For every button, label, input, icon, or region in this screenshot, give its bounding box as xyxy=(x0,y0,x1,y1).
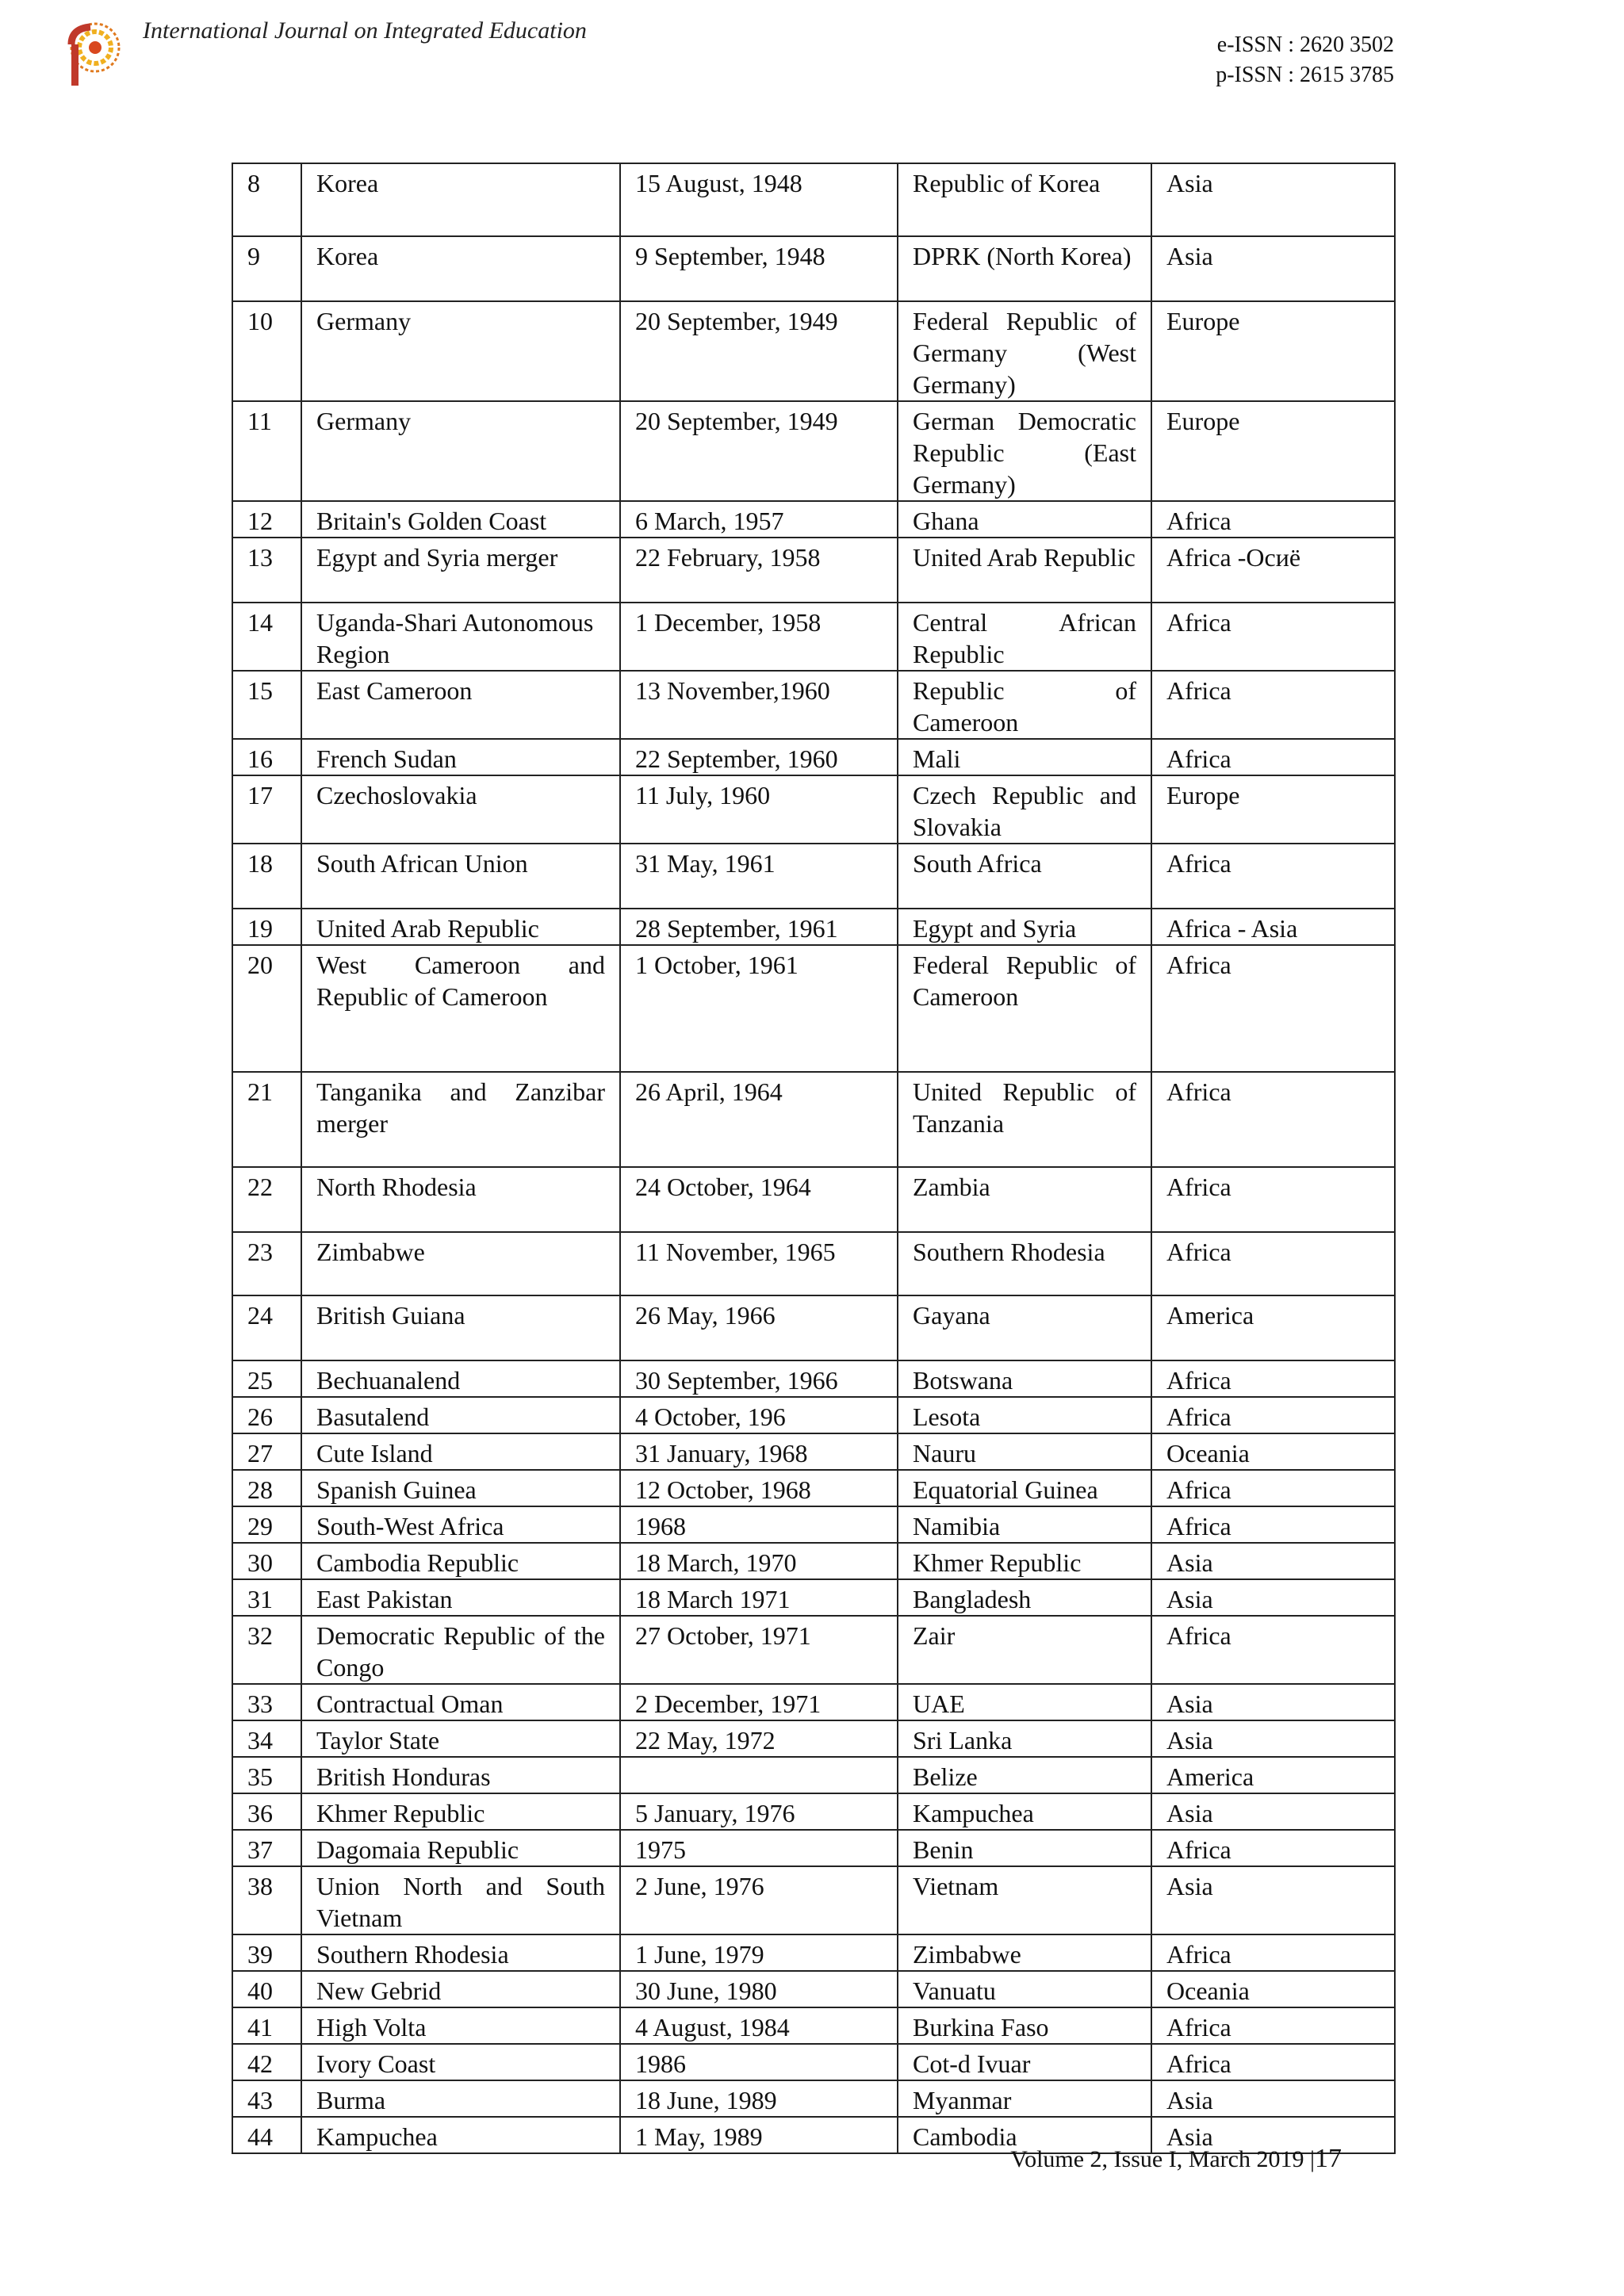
table-row xyxy=(232,1579,1395,1616)
row-number-cell: 34 xyxy=(232,1720,301,1757)
region-cell: Asia xyxy=(1151,2080,1395,2117)
row-number-cell: 15 xyxy=(232,671,301,739)
new-name-cell: South Africa xyxy=(898,844,1151,909)
new-name-cell: Vanuatu xyxy=(898,1971,1151,2007)
issn-block xyxy=(1216,30,1394,90)
row-number-cell: 19 xyxy=(232,909,301,945)
new-name-cell: Southern Rhodesia xyxy=(898,1232,1151,1295)
table-row xyxy=(232,1433,1395,1470)
former-name-cell: Basutalend xyxy=(301,1397,620,1433)
journal-logo xyxy=(67,21,122,87)
former-name-cell: Germany xyxy=(301,401,620,501)
date-cell: 1968 xyxy=(620,1506,898,1543)
row-number-cell: 26 xyxy=(232,1397,301,1433)
region-cell: Africa xyxy=(1151,501,1395,538)
new-name-cell: Central African Republic xyxy=(898,603,1151,671)
row-number-cell: 27 xyxy=(232,1433,301,1470)
region-cell: Asia xyxy=(1151,1866,1395,1934)
region-cell: Africa xyxy=(1151,1232,1395,1295)
row-number-cell: 13 xyxy=(232,538,301,603)
date-cell: 22 February, 1958 xyxy=(620,538,898,603)
row-number-cell: 21 xyxy=(232,1072,301,1167)
date-cell: 27 October, 1971 xyxy=(620,1616,898,1684)
table-row xyxy=(232,1295,1395,1360)
table-row xyxy=(232,1830,1395,1866)
new-name-cell: Bangladesh xyxy=(898,1579,1151,1616)
former-name-cell: British Honduras xyxy=(301,1757,620,1793)
date-cell: 30 September, 1966 xyxy=(620,1360,898,1397)
table-row xyxy=(232,1360,1395,1397)
row-number-cell: 32 xyxy=(232,1616,301,1684)
row-number-cell: 33 xyxy=(232,1684,301,1720)
new-name-cell: Zair xyxy=(898,1616,1151,1684)
region-cell: America xyxy=(1151,1295,1395,1360)
region-cell: Asia xyxy=(1151,163,1395,236)
date-cell: 2 December, 1971 xyxy=(620,1684,898,1720)
former-name-cell: Germany xyxy=(301,301,620,401)
row-number-cell: 12 xyxy=(232,501,301,538)
date-cell: 31 January, 1968 xyxy=(620,1433,898,1470)
new-name-cell: Botswana xyxy=(898,1360,1151,1397)
region-cell: Africa xyxy=(1151,945,1395,1072)
former-name-cell: French Sudan xyxy=(301,739,620,775)
table-row xyxy=(232,1934,1395,1971)
region-cell: Africa -Осиё xyxy=(1151,538,1395,603)
former-name-cell: Tanganika and Zanzibar merger xyxy=(301,1072,620,1167)
row-number-cell: 9 xyxy=(232,236,301,301)
page-footer xyxy=(1010,2144,1342,2174)
former-name-cell: Union North and South Vietnam xyxy=(301,1866,620,1934)
new-name-cell: Ghana xyxy=(898,501,1151,538)
region-cell: Asia xyxy=(1151,1543,1395,1579)
date-cell: 4 October, 196 xyxy=(620,1397,898,1433)
date-cell: 1 December, 1958 xyxy=(620,603,898,671)
former-name-cell: West Cameroon and Republic of Cameroon xyxy=(301,945,620,1072)
region-cell: Africa xyxy=(1151,1616,1395,1684)
table-row xyxy=(232,2007,1395,2044)
former-name-cell: Czechoslovakia xyxy=(301,775,620,844)
new-name-cell: Republic of Cameroon xyxy=(898,671,1151,739)
row-number-cell: 31 xyxy=(232,1579,301,1616)
date-cell: 6 March, 1957 xyxy=(620,501,898,538)
region-cell: Europe xyxy=(1151,775,1395,844)
new-name-cell: Namibia xyxy=(898,1506,1151,1543)
new-name-cell: DPRK (North Korea) xyxy=(898,236,1151,301)
new-name-cell: Equatorial Guinea xyxy=(898,1470,1151,1506)
page-number: 17 xyxy=(1315,2144,1342,2173)
table-row xyxy=(232,739,1395,775)
date-cell: 22 May, 1972 xyxy=(620,1720,898,1757)
row-number-cell: 28 xyxy=(232,1470,301,1506)
new-name-cell: Kampuchea xyxy=(898,1793,1151,1830)
former-name-cell: Cambodia Republic xyxy=(301,1543,620,1579)
date-cell: 1986 xyxy=(620,2044,898,2080)
new-name-cell: Cambodia xyxy=(898,2117,1151,2153)
row-number-cell: 24 xyxy=(232,1295,301,1360)
date-cell: 13 November,1960 xyxy=(620,671,898,739)
date-cell: 9 September, 1948 xyxy=(620,236,898,301)
new-name-cell: Myanmar xyxy=(898,2080,1151,2117)
date-cell: 1 October, 1961 xyxy=(620,945,898,1072)
table-row xyxy=(232,1506,1395,1543)
date-cell: 2 June, 1976 xyxy=(620,1866,898,1934)
date-cell: 15 August, 1948 xyxy=(620,163,898,236)
table-row xyxy=(232,1757,1395,1793)
region-cell: Africa xyxy=(1151,1072,1395,1167)
former-name-cell: East Pakistan xyxy=(301,1579,620,1616)
region-cell: Oceania xyxy=(1151,1433,1395,1470)
former-name-cell: Dagomaia Republic xyxy=(301,1830,620,1866)
table-row xyxy=(232,501,1395,538)
region-cell: Asia xyxy=(1151,1684,1395,1720)
row-number-cell: 42 xyxy=(232,2044,301,2080)
eissn: e-ISSN : 2620 3502 xyxy=(1216,33,1394,57)
table-row xyxy=(232,1971,1395,2007)
new-name-cell: Zimbabwe xyxy=(898,1934,1151,1971)
new-name-cell: UAE xyxy=(898,1684,1151,1720)
table-row xyxy=(232,775,1395,844)
former-name-cell: Bechuanalend xyxy=(301,1360,620,1397)
row-number-cell: 8 xyxy=(232,163,301,236)
date-cell: 26 April, 1964 xyxy=(620,1072,898,1167)
former-name-cell: Britain's Golden Coast xyxy=(301,501,620,538)
row-number-cell: 41 xyxy=(232,2007,301,2044)
date-cell: 18 March, 1970 xyxy=(620,1543,898,1579)
region-cell: America xyxy=(1151,1757,1395,1793)
region-cell: Asia xyxy=(1151,1579,1395,1616)
table-row xyxy=(232,1720,1395,1757)
region-cell: Africa xyxy=(1151,2044,1395,2080)
new-name-cell: Republic of Korea xyxy=(898,163,1151,236)
table-row xyxy=(232,1543,1395,1579)
new-name-cell: Czech Republic and Slovakia xyxy=(898,775,1151,844)
region-cell: Europe xyxy=(1151,301,1395,401)
date-cell: 1 May, 1989 xyxy=(620,2117,898,2153)
pissn: p-ISSN : 2615 3785 xyxy=(1216,63,1394,87)
former-name-cell: High Volta xyxy=(301,2007,620,2044)
row-number-cell: 37 xyxy=(232,1830,301,1866)
former-name-cell: Kampuchea xyxy=(301,2117,620,2153)
table-row xyxy=(232,2080,1395,2117)
row-number-cell: 23 xyxy=(232,1232,301,1295)
region-cell: Asia xyxy=(1151,1793,1395,1830)
new-name-cell: Sri Lanka xyxy=(898,1720,1151,1757)
region-cell: Africa xyxy=(1151,1506,1395,1543)
region-cell: Asia xyxy=(1151,236,1395,301)
new-name-cell: Nauru xyxy=(898,1433,1151,1470)
new-name-cell: Federal Republic of Cameroon xyxy=(898,945,1151,1072)
former-name-cell: Southern Rhodesia xyxy=(301,1934,620,1971)
table-row xyxy=(232,945,1395,1072)
region-cell: Oceania xyxy=(1151,1971,1395,2007)
former-name-cell: South African Union xyxy=(301,844,620,909)
new-name-cell: Mali xyxy=(898,739,1151,775)
journal-title: International Journal on Integrated Education xyxy=(143,17,587,44)
region-cell: Africa xyxy=(1151,2007,1395,2044)
new-name-cell: Vietnam xyxy=(898,1866,1151,1934)
date-cell xyxy=(620,1757,898,1793)
former-name-cell: New Gebrid xyxy=(301,1971,620,2007)
table-row xyxy=(232,538,1395,603)
region-cell: Africa xyxy=(1151,844,1395,909)
new-name-cell: Egypt and Syria xyxy=(898,909,1151,945)
table-row xyxy=(232,1793,1395,1830)
date-cell: 5 January, 1976 xyxy=(620,1793,898,1830)
row-number-cell: 25 xyxy=(232,1360,301,1397)
region-cell: Africa xyxy=(1151,1360,1395,1397)
former-name-cell: Egypt and Syria merger xyxy=(301,538,620,603)
table-row xyxy=(232,1684,1395,1720)
table-row xyxy=(232,1470,1395,1506)
date-cell: 11 November, 1965 xyxy=(620,1232,898,1295)
date-cell: 20 September, 1949 xyxy=(620,401,898,501)
row-number-cell: 39 xyxy=(232,1934,301,1971)
former-name-cell: North Rhodesia xyxy=(301,1167,620,1232)
row-number-cell: 29 xyxy=(232,1506,301,1543)
date-cell: 26 May, 1966 xyxy=(620,1295,898,1360)
new-name-cell: United Arab Republic xyxy=(898,538,1151,603)
region-cell: Asia xyxy=(1151,2117,1395,2153)
region-cell: Africa xyxy=(1151,671,1395,739)
new-name-cell: Cot-d Ivuar xyxy=(898,2044,1151,2080)
date-cell: 11 July, 1960 xyxy=(620,775,898,844)
table-row xyxy=(232,1866,1395,1934)
former-name-cell: Democratic Republic of the Congo xyxy=(301,1616,620,1684)
table-row xyxy=(232,301,1395,401)
former-name-cell: Cute Island xyxy=(301,1433,620,1470)
new-name-cell: Belize xyxy=(898,1757,1151,1793)
row-number-cell: 10 xyxy=(232,301,301,401)
date-cell: 20 September, 1949 xyxy=(620,301,898,401)
table-row xyxy=(232,844,1395,909)
date-cell: 31 May, 1961 xyxy=(620,844,898,909)
table-row xyxy=(232,1072,1395,1167)
region-cell: Africa xyxy=(1151,1934,1395,1971)
former-name-cell: Spanish Guinea xyxy=(301,1470,620,1506)
row-number-cell: 11 xyxy=(232,401,301,501)
row-number-cell: 40 xyxy=(232,1971,301,2007)
region-cell: Africa xyxy=(1151,603,1395,671)
region-cell: Europe xyxy=(1151,401,1395,501)
former-name-cell: Korea xyxy=(301,236,620,301)
new-name-cell: German Democratic Republic (East Germany) xyxy=(898,401,1151,501)
table-row xyxy=(232,401,1395,501)
former-name-cell: British Guiana xyxy=(301,1295,620,1360)
row-number-cell: 38 xyxy=(232,1866,301,1934)
former-name-cell: Korea xyxy=(301,163,620,236)
row-number-cell: 36 xyxy=(232,1793,301,1830)
row-number-cell: 17 xyxy=(232,775,301,844)
region-cell: Africa xyxy=(1151,1830,1395,1866)
new-name-cell: Lesota xyxy=(898,1397,1151,1433)
table-row xyxy=(232,236,1395,301)
row-number-cell: 30 xyxy=(232,1543,301,1579)
table-row xyxy=(232,603,1395,671)
new-name-cell: Zambia xyxy=(898,1167,1151,1232)
former-name-cell: Ivory Coast xyxy=(301,2044,620,2080)
date-cell: 24 October, 1964 xyxy=(620,1167,898,1232)
table-row xyxy=(232,163,1395,236)
region-cell: Asia xyxy=(1151,1720,1395,1757)
country-name-changes-table-wrapper xyxy=(232,163,1394,2154)
former-name-cell: United Arab Republic xyxy=(301,909,620,945)
table-row xyxy=(232,1397,1395,1433)
region-cell: Africa xyxy=(1151,1470,1395,1506)
date-cell: 1 June, 1979 xyxy=(620,1934,898,1971)
row-number-cell: 14 xyxy=(232,603,301,671)
table-row xyxy=(232,909,1395,945)
date-cell: 30 June, 1980 xyxy=(620,1971,898,2007)
date-cell: 18 March 1971 xyxy=(620,1579,898,1616)
volume-info: Volume 2, Issue I, March 2019 | xyxy=(1010,2146,1315,2172)
region-cell: Africa xyxy=(1151,1167,1395,1232)
country-name-changes-table xyxy=(232,163,1396,2154)
date-cell: 12 October, 1968 xyxy=(620,1470,898,1506)
former-name-cell: Contractual Oman xyxy=(301,1684,620,1720)
region-cell: Africa xyxy=(1151,739,1395,775)
date-cell: 28 September, 1961 xyxy=(620,909,898,945)
new-name-cell: Burkina Faso xyxy=(898,2007,1151,2044)
row-number-cell: 16 xyxy=(232,739,301,775)
former-name-cell: Burma xyxy=(301,2080,620,2117)
former-name-cell: Khmer Republic xyxy=(301,1793,620,1830)
date-cell: 4 August, 1984 xyxy=(620,2007,898,2044)
table-row xyxy=(232,1167,1395,1232)
new-name-cell: Khmer Republic xyxy=(898,1543,1151,1579)
new-name-cell: Federal Republic of Germany (West Germany) xyxy=(898,301,1151,401)
table-row xyxy=(232,1616,1395,1684)
row-number-cell: 43 xyxy=(232,2080,301,2117)
region-cell: Africa - Asia xyxy=(1151,909,1395,945)
table-row xyxy=(232,671,1395,739)
table-row xyxy=(232,2044,1395,2080)
former-name-cell: East Cameroon xyxy=(301,671,620,739)
former-name-cell: Zimbabwe xyxy=(301,1232,620,1295)
table-row xyxy=(232,1232,1395,1295)
row-number-cell: 22 xyxy=(232,1167,301,1232)
row-number-cell: 35 xyxy=(232,1757,301,1793)
new-name-cell: Gayana xyxy=(898,1295,1151,1360)
former-name-cell: Taylor State xyxy=(301,1720,620,1757)
date-cell: 22 September, 1960 xyxy=(620,739,898,775)
new-name-cell: Benin xyxy=(898,1830,1151,1866)
row-number-cell: 44 xyxy=(232,2117,301,2153)
row-number-cell: 20 xyxy=(232,945,301,1072)
date-cell: 18 June, 1989 xyxy=(620,2080,898,2117)
date-cell: 1975 xyxy=(620,1830,898,1866)
row-number-cell: 18 xyxy=(232,844,301,909)
former-name-cell: South-West Africa xyxy=(301,1506,620,1543)
table-body xyxy=(232,163,1395,2153)
region-cell: Africa xyxy=(1151,1397,1395,1433)
former-name-cell: Uganda-Shari Autonomous Region xyxy=(301,603,620,671)
new-name-cell: United Republic of Tanzania xyxy=(898,1072,1151,1167)
